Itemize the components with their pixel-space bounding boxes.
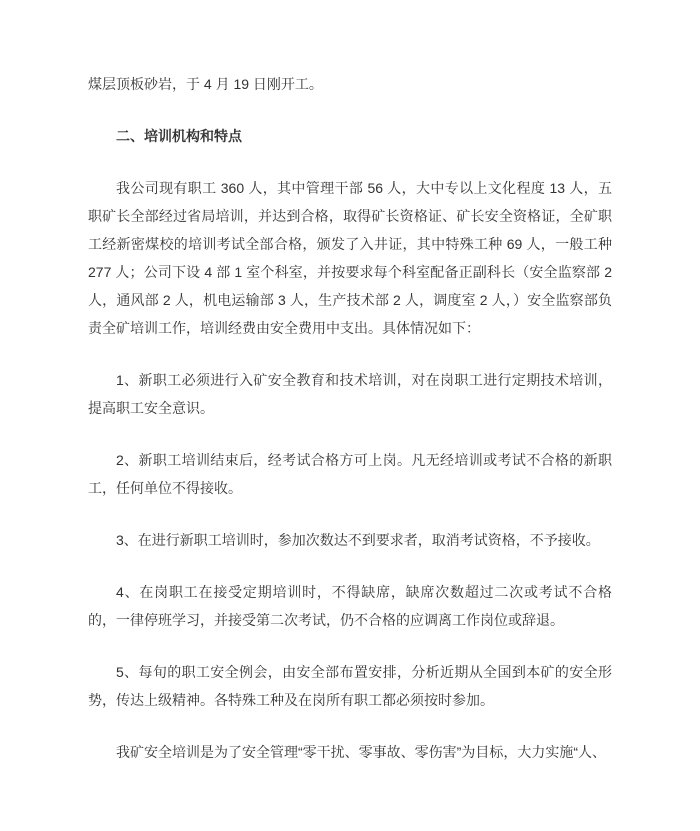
list-item-5: 5、每旬的职工安全例会，由安全部布置安排，分析近期从全国到本矿的安全形势，传达上级精神。各特殊工种及在岗所有职工都必须按时参加。 <box>88 664 612 708</box>
intro-paragraph: 我公司现有职工 360 人，其中管理干部 56 人，大中专以上文化程度 13 人，五职矿长全部经过省局培训，并达到合格，取得矿长资格证、矿长安全资格证，全矿职工经新密煤校的培训考试全部合格，颁发了入井证，其中特殊工种 69 人，一般工种 277 人；公司下设 4 部 1 室个科室，并按要求每个科室配备正副科长（安全监察部 2 人，通风部 2 人，机电运输部 3 人，生产技术部 2 人，调度室 2 人，）安全监察部负责全矿培训工作，培训经费由安全费用中支出。具体情况如下： <box>88 180 612 336</box>
closing-paragraph: 我矿安全培训是为了安全管理“零干扰、零事故、零伤害”为目标，大力实施“人、 <box>116 744 606 760</box>
list-item-4: 4、在岗职工在接受定期培训时，不得缺席，缺席次数超过二次或考试不合格的，一律停班学习，并接受第二次考试，仍不合格的应调离工作岗位或辞退。 <box>88 584 612 628</box>
section-heading: 二、培训机构和特点 <box>116 128 242 144</box>
list-item-1: 1、新职工必须进行入矿安全教育和技术培训，对在岗职工进行定期技术培训，提高职工安全意识。 <box>88 372 612 416</box>
paragraph-continuation: 煤层顶板砂岩，于 4 月 19 日刚开工。 <box>88 76 323 92</box>
list-item-3: 3、在进行新职工培训时，参加次数达不到要求者，取消考试资格，不予接收。 <box>116 532 600 548</box>
list-item-2: 2、新职工培训结束后，经考试合格方可上岗。凡无经培训或考试不合格的新职工，任何单位不得接收。 <box>88 452 612 496</box>
